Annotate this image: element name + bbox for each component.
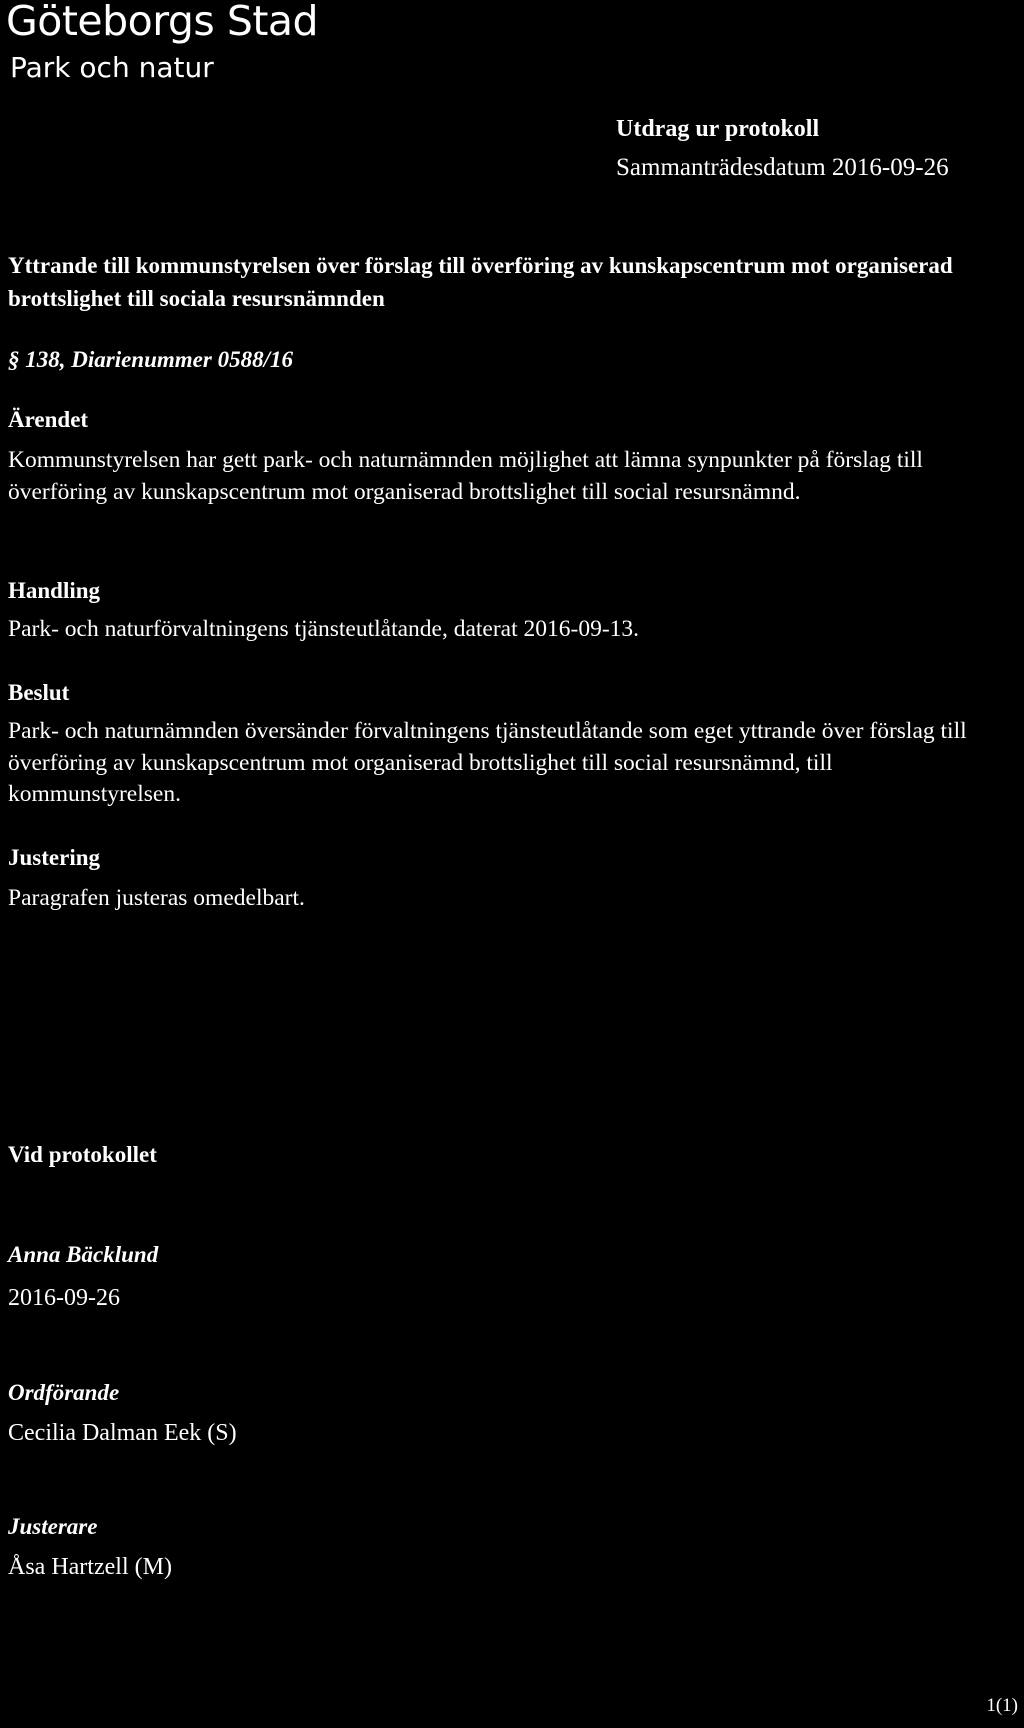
secretary-date: 2016-09-26 (8, 1285, 120, 1311)
section-heading-justering: Justering (8, 845, 100, 870)
adjuster-name: Åsa Hartzell (M) (8, 1554, 172, 1580)
section-heading-handling: Handling (8, 578, 101, 603)
paragraph-reference: § 138, Diarienummer 0588/16 (8, 347, 293, 372)
section-text-justering: Paragrafen justeras omedelbart. (8, 885, 305, 911)
section-heading-arendet: Ärendet (8, 407, 89, 432)
section-text-handling: Park- och naturförvaltningens tjänsteutlåtande, daterat 2016-09-13. (8, 616, 640, 642)
section-heading-beslut: Beslut (8, 680, 70, 705)
chair-role: Ordförande (8, 1380, 120, 1405)
page-number: 1(1) (986, 1695, 1018, 1716)
signatures-heading: Vid protokollet (8, 1142, 157, 1167)
section-text-beslut: Park- och naturnämnden översänder förvaltningens tjänsteutlåtande som eget yttrande över förslag till överföring av kunskapscentrum mot organiserad brottslighet till social resursnämnd, till kommunstyrelsen. (8, 718, 967, 807)
document-title: Yttrande till kommunstyrelsen över förslag till överföring av kunskapscentrum mot organiserad brottslighet till sociala resursnämnden (8, 253, 953, 311)
adjuster-role: Justerare (8, 1514, 98, 1539)
organization-name: Göteborgs Stad (6, 0, 319, 45)
protocol-extract-label: Utdrag ur protokoll (616, 116, 820, 142)
meeting-date: Sammanträdesdatum 2016-09-26 (616, 154, 949, 181)
section-text-arendet: Kommunstyrelsen har gett park- och naturnämnden möjlighet att lämna synpunkter på förslag till överföring av kunskapscentrum mot organiserad brottslighet till social resursnämnd. (8, 447, 923, 505)
chair-name: Cecilia Dalman Eek (S) (8, 1420, 237, 1446)
secretary-name: Anna Bäcklund (8, 1242, 159, 1267)
organization-unit: Park och natur (10, 51, 214, 84)
